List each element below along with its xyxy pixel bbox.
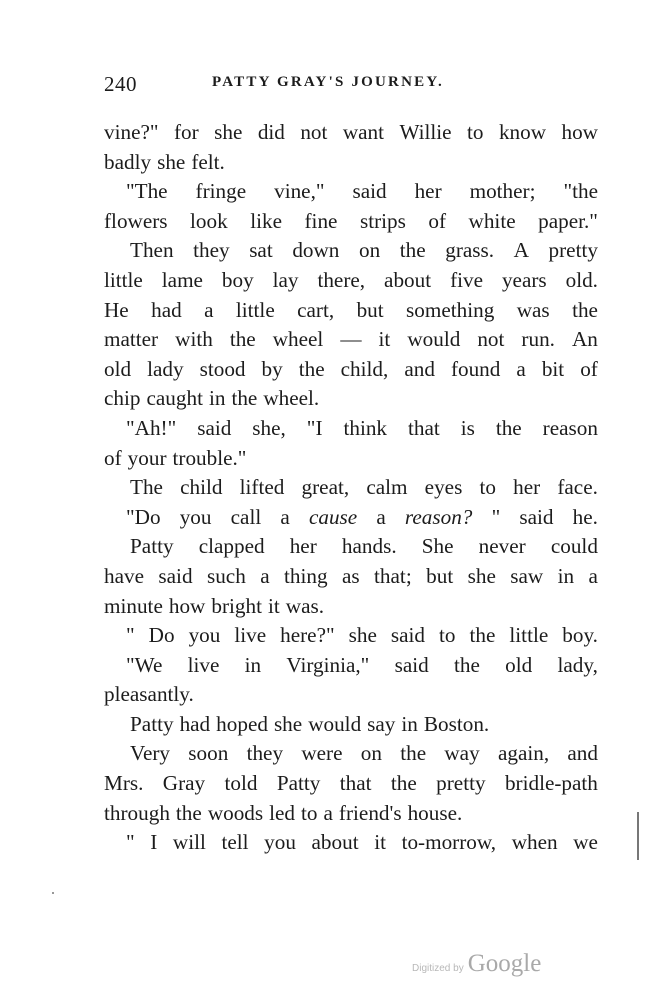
word: said <box>158 563 193 588</box>
word: Very <box>130 741 171 766</box>
word: the <box>298 356 325 381</box>
word: little <box>104 267 143 292</box>
word: but <box>426 563 454 588</box>
word: did <box>257 120 285 144</box>
word: in <box>244 652 262 677</box>
word: a <box>260 563 270 588</box>
word: here?" <box>280 623 335 648</box>
word: look <box>190 208 228 233</box>
word: said <box>352 179 387 204</box>
word: woods <box>207 800 264 825</box>
text-line <box>104 592 598 622</box>
word: live <box>234 623 267 648</box>
word: Patty <box>276 771 321 796</box>
word: "We <box>126 652 163 677</box>
word: we <box>573 830 598 855</box>
word: and <box>404 356 435 381</box>
word: paper." <box>538 208 598 233</box>
word: " <box>126 830 135 855</box>
digitization-watermark <box>412 950 541 978</box>
word: the <box>175 800 202 825</box>
word: pretty <box>436 771 486 796</box>
text-line <box>104 562 598 592</box>
word: "Ah!" <box>126 415 177 440</box>
word: friend's <box>338 800 402 825</box>
word: cart, <box>297 297 335 322</box>
word: way <box>444 741 480 766</box>
word: the <box>469 623 496 648</box>
word: felt. <box>191 149 225 174</box>
text-line <box>104 118 598 148</box>
word: in <box>557 563 575 588</box>
word: could <box>550 534 598 559</box>
word: eyes <box>424 475 463 500</box>
word: would <box>407 327 461 352</box>
word: — <box>340 327 362 352</box>
word: she <box>273 711 303 736</box>
word: little <box>509 623 549 648</box>
word: sat <box>249 238 273 263</box>
text-line <box>104 148 598 178</box>
text-line <box>104 680 598 710</box>
body-text <box>104 118 598 858</box>
word: stood <box>199 356 246 381</box>
word: the <box>231 386 258 411</box>
word: boy. <box>562 623 598 648</box>
word: bridle-path <box>504 771 598 796</box>
word: clapped <box>198 534 265 559</box>
word: little <box>235 297 275 322</box>
word: the <box>229 327 256 352</box>
word: want <box>342 120 385 144</box>
word: it <box>378 327 391 352</box>
word: minute <box>104 593 163 618</box>
word: Mrs. <box>104 771 144 796</box>
word: your <box>127 445 167 470</box>
word: had <box>151 297 182 322</box>
google-logo: Google <box>467 950 542 977</box>
text-line <box>104 739 598 769</box>
word: call <box>230 504 262 529</box>
word: Patty <box>130 711 174 736</box>
word: she <box>157 149 186 174</box>
word: there, <box>317 267 366 292</box>
word: with <box>175 327 213 352</box>
word: that; <box>374 563 412 588</box>
word: hands. <box>341 534 397 559</box>
word: the <box>390 771 417 796</box>
word: reason? <box>404 504 473 529</box>
word: lady <box>147 356 184 381</box>
word: as <box>341 563 360 588</box>
word: know <box>498 120 547 144</box>
word: tell <box>221 830 249 855</box>
word: on <box>360 741 382 766</box>
word: said <box>519 504 554 529</box>
word: think <box>343 415 388 440</box>
word: pleasantly. <box>104 682 194 707</box>
word: Patty <box>130 534 174 559</box>
word: led <box>269 800 296 825</box>
word: how <box>561 120 598 144</box>
word: a <box>588 563 598 588</box>
word: a <box>204 297 214 322</box>
word: live <box>187 652 220 677</box>
word: a <box>323 800 333 825</box>
word: it <box>267 593 280 618</box>
word: and <box>567 741 598 766</box>
word: years <box>501 267 547 292</box>
word: a <box>516 356 526 381</box>
text-line <box>104 207 598 237</box>
word: great, <box>301 475 350 500</box>
word: calm <box>366 475 408 500</box>
word: in <box>401 711 418 736</box>
word: thing <box>284 563 328 588</box>
word: for <box>173 120 199 144</box>
text-line <box>104 473 598 503</box>
word: strips <box>359 208 406 233</box>
word: old. <box>565 267 598 292</box>
word: of <box>580 356 598 381</box>
word: soon <box>188 741 229 766</box>
word: you <box>188 623 221 648</box>
word: to <box>301 800 318 825</box>
word: said <box>390 623 426 648</box>
word: vine," <box>274 179 325 204</box>
word: by <box>261 356 283 381</box>
word: when <box>511 830 558 855</box>
word: house. <box>407 800 463 825</box>
text-line <box>104 769 598 799</box>
word: badly <box>104 149 152 174</box>
word: I <box>150 830 158 855</box>
word: her <box>289 534 317 559</box>
text-line <box>104 621 598 651</box>
word: of <box>104 445 122 470</box>
word: the <box>495 415 522 440</box>
word: have <box>104 563 144 588</box>
word: hoped <box>216 711 268 736</box>
word: through <box>104 800 170 825</box>
word: " <box>126 623 135 648</box>
text-line <box>104 799 598 829</box>
word: face. <box>557 475 598 500</box>
word: old <box>104 356 132 381</box>
word: child, <box>340 356 389 381</box>
text-line <box>104 503 598 533</box>
word: lady, <box>557 652 598 677</box>
word: she, <box>252 415 286 440</box>
word: her <box>414 179 442 204</box>
word: saw <box>510 563 544 588</box>
word: to <box>479 475 496 500</box>
word: never <box>478 534 526 559</box>
word: on <box>358 238 381 263</box>
word: will <box>172 830 206 855</box>
scan-artifact-dot <box>52 892 54 894</box>
word: they <box>246 741 284 766</box>
word: was <box>516 297 550 322</box>
text-line <box>104 325 598 355</box>
word: bright <box>211 593 262 618</box>
word: about <box>311 830 359 855</box>
word: white <box>468 208 516 233</box>
word: said <box>394 652 429 677</box>
word: boy <box>221 267 254 292</box>
word: the <box>400 741 427 766</box>
text-line <box>104 384 598 414</box>
word: run. <box>521 327 555 352</box>
word: Then <box>130 238 174 263</box>
word: reason <box>542 415 598 440</box>
word: down <box>292 238 340 263</box>
word: wheel <box>272 327 324 352</box>
word: wheel. <box>263 386 320 411</box>
word: " <box>491 504 501 529</box>
word: Virginia," <box>286 652 370 677</box>
word: her <box>513 475 541 500</box>
word: not <box>300 120 328 144</box>
word: the <box>454 652 480 677</box>
word: flowers <box>104 208 168 233</box>
word: is <box>460 415 475 440</box>
word: Gray <box>162 771 206 796</box>
word: mother; <box>469 179 536 204</box>
word: say <box>367 711 396 736</box>
word: to <box>439 623 456 648</box>
running-header <box>104 72 528 102</box>
word: vine?" <box>104 120 159 144</box>
word: found <box>450 356 501 381</box>
word: you <box>179 504 212 529</box>
word: five <box>450 267 484 292</box>
word: told <box>224 771 258 796</box>
word: again, <box>497 741 550 766</box>
page-number: 240 <box>104 72 137 96</box>
word: chip <box>104 386 141 411</box>
word: cause <box>308 504 358 529</box>
word: that <box>339 771 372 796</box>
text-line <box>104 355 598 385</box>
word: a <box>280 504 290 529</box>
word: she <box>348 623 377 648</box>
word: matter <box>104 327 159 352</box>
word: about <box>384 267 432 292</box>
word: Do <box>148 623 175 648</box>
word: not <box>477 327 505 352</box>
word: Willie <box>399 120 452 144</box>
word: they <box>193 238 230 263</box>
word: like <box>250 208 282 233</box>
word: to <box>467 120 484 144</box>
word: "Do <box>126 504 161 529</box>
word: child <box>180 475 223 500</box>
word: "The <box>126 179 168 204</box>
text-line <box>104 177 598 207</box>
word: The <box>130 475 163 500</box>
word: fine <box>304 208 338 233</box>
word: said <box>197 415 232 440</box>
text-line <box>104 414 598 444</box>
word: bit <box>541 356 565 381</box>
text-line <box>104 828 598 858</box>
word: had <box>179 711 211 736</box>
word: in <box>208 386 226 411</box>
scan-artifact-mark <box>637 812 639 860</box>
word: lifted <box>239 475 285 500</box>
word: Boston. <box>423 711 490 736</box>
word: she <box>467 563 496 588</box>
word: of <box>428 208 447 233</box>
watermark-prefix: Digitized by <box>412 963 464 974</box>
word: was. <box>285 593 325 618</box>
word: "I <box>306 415 323 440</box>
word: trouble." <box>172 445 247 470</box>
word: how <box>168 593 206 618</box>
word: grass. <box>445 238 495 263</box>
word: pretty <box>548 238 598 263</box>
word: lay <box>272 267 299 292</box>
word: the <box>572 297 598 322</box>
word: were <box>301 741 343 766</box>
word: An <box>571 327 598 352</box>
word: such <box>206 563 246 588</box>
word: it <box>374 830 386 855</box>
word: he. <box>572 504 598 529</box>
text-line <box>104 266 598 296</box>
text-line <box>104 236 598 266</box>
word: A <box>513 238 529 263</box>
word: the <box>399 238 426 263</box>
word: but <box>356 297 384 322</box>
word: She <box>421 534 454 559</box>
running-head-title: PATTY GRAY'S JOURNEY. <box>212 74 444 90</box>
text-line <box>104 710 598 740</box>
word: lame <box>161 267 203 292</box>
word: He <box>104 297 129 322</box>
word: you <box>264 830 296 855</box>
word: a <box>376 504 386 529</box>
word: that <box>407 415 440 440</box>
text-line <box>104 296 598 326</box>
word: "the <box>563 179 598 204</box>
word: caught <box>146 386 203 411</box>
word: fringe <box>195 179 247 204</box>
text-line <box>104 444 598 474</box>
text-line <box>104 532 598 562</box>
word: she <box>214 120 243 144</box>
word: old <box>505 652 533 677</box>
word: to-morrow, <box>401 830 497 855</box>
word: something <box>406 297 495 322</box>
text-line <box>104 651 598 681</box>
word: would <box>308 711 362 736</box>
